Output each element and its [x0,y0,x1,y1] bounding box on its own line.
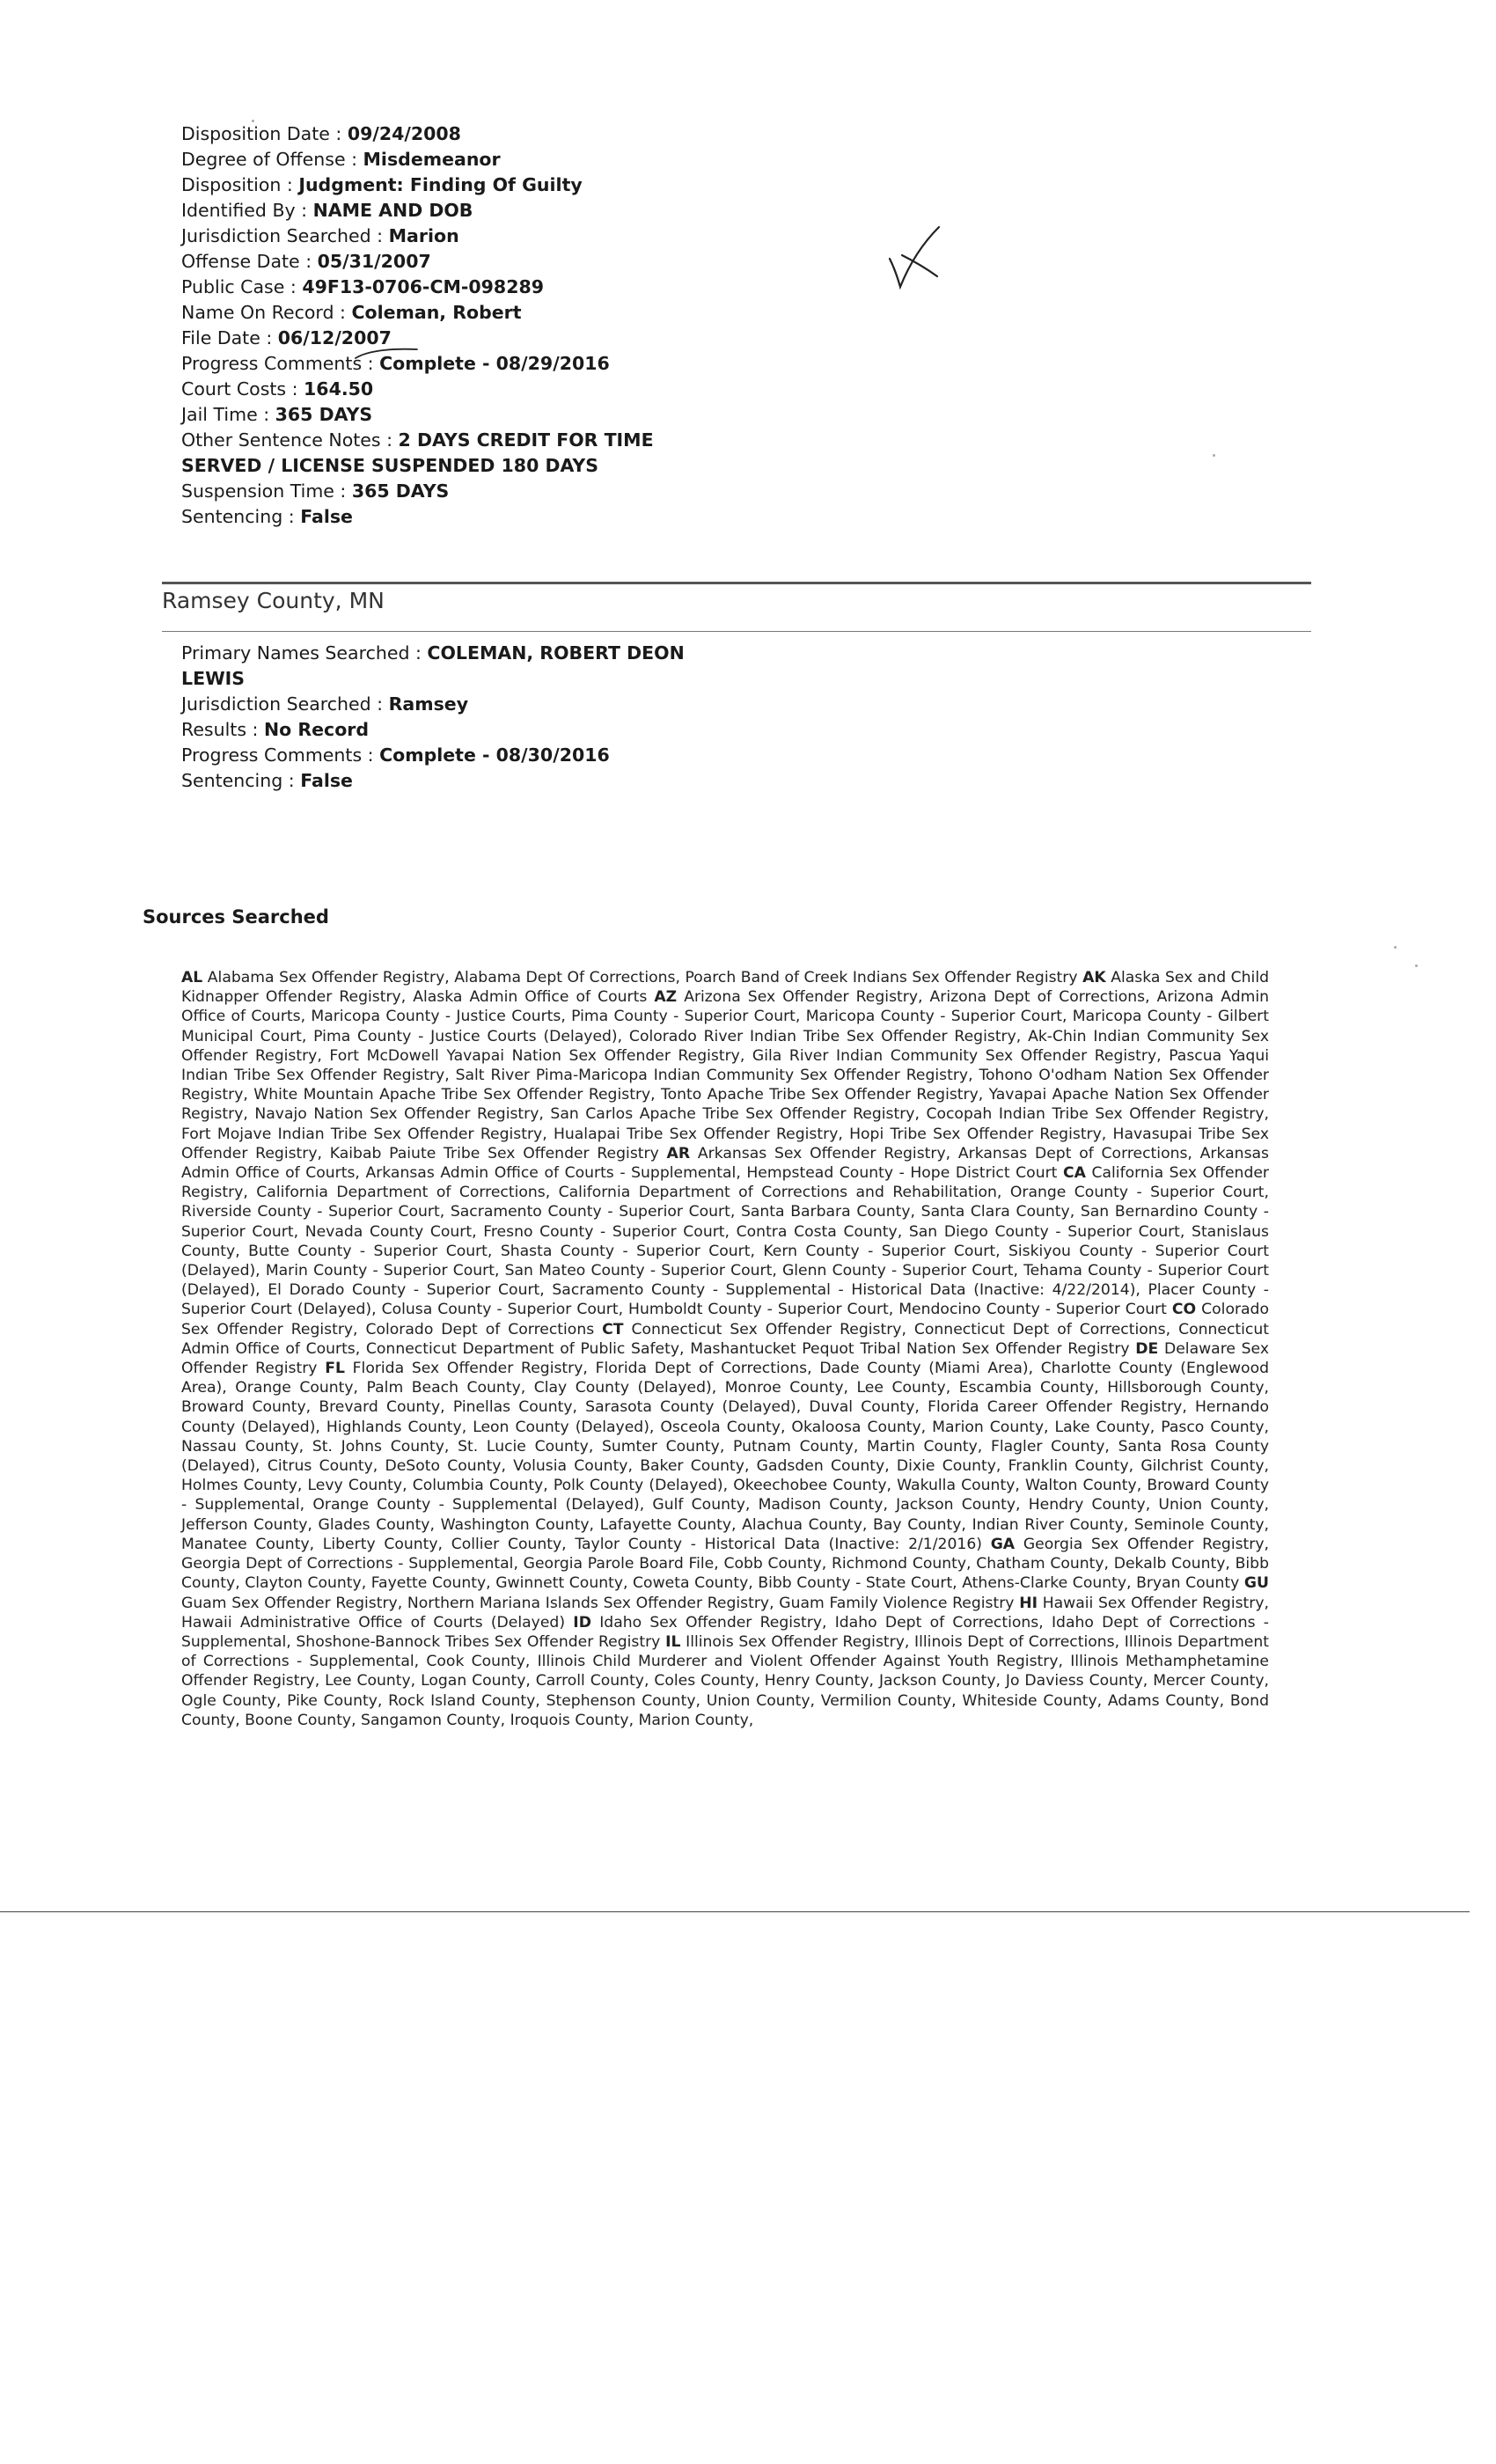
scan-speck [1213,454,1215,457]
record-fields-ramsey [181,641,718,794]
field-file-date: File Date : 06/12/2007 [181,327,392,348]
county-header-ramsey: Ramsey County, MN [162,588,385,613]
record-fields-marion [181,121,718,530]
field-sentencing: Sentencing : False [181,770,353,791]
state-sources: Alabama Sex Offender Registry, Alabama Dept Of Corrections, Poarch Band of Creek Indians Sex Offender Registry [207,969,1078,986]
state-sources: Connecticut Sex Offender Registry, Connecticut Dept of Corrections, Connecticut Admin Office of Courts, Connecticut Department of Public Safety, Mashantucket Pequot Tribal Nation Sex Offender Registry [181,1320,1270,1358]
field-degree-of-offense: Degree of Offense : Misdemeanor [181,149,501,170]
state-sources: Florida Sex Offender Registry, Florida Dept of Corrections, Dade County (Miami Area), Charlotte County (Englewood Area), Orange County, Palm Beach County, Clay County (Delayed), Monroe County, Lee County, Escambia County, Hillsborough County, Broward County, Brevard County, Pinellas County, Sarasota County (Delayed), Duval County, Florida Career Offender Registry, Hernando County (Delayed), Highlands County, Leon County (Delayed), Osceola County, Okaloosa County, Marion County, Lake County, Pasco County, Nassau County, St. Johns County, St. Lucie County, Sumter County, Putnam County, Martin County, Flagler County, Santa Rosa County (Delayed), Citrus County, DeSoto County, Volusia County, Baker County, Gadsden County, Dixie County, Franklin County, Gilchrist County, Holmes County, Levy County, Columbia County, Polk County (Delayed), Okeechobee County, Wakulla County, Walton County, Broward County - Supplemental, Orange County - Supplemental (Delayed), Gulf County, Madison County, Jackson County, Hendry County, Union County, Jefferson County, Glades County, Washington County, Lafayette County, Alachua County, Bay County, Indian River County, Seminole County, Manatee County, Liberty County, Collier County, Taylor County - Historical Data (Inactive: 2/1/2016) [181,1360,1269,1553]
field-suspension-time: Suspension Time : 365 DAYS [181,480,450,502]
field-progress-comments: Progress Comments : Complete - 08/29/2016 [181,353,610,374]
field-identified-by: Identified By : NAME AND DOB [181,200,473,221]
state-code: CA [1062,1164,1086,1183]
sources-searched-list [181,968,1269,1730]
state-sources: Illinois Sex Offender Registry, Illinois Dept of Corrections, Illinois Department of Corrections - Supplemental, Cook County, Illinois Child Murderer and Violent Offender Against Youth Registry, Illinois Methamphetamine Offender Registry, Lee County, Logan County, Carroll County, Coles County, Henry County, Jackson County, Jo Daviess County, Mercer County, Ogle County, Pike County, Rock Island County, Stephenson County, Union County, Vermilion County, Whiteside County, Adams County, Bond County, Boone County, Sangamon County, Iroquois County, Marion County, [181,1632,1270,1729]
field-disposition: Disposition : Judgment: Finding Of Guilty [181,174,583,195]
sources-searched-heading: Sources Searched [143,906,329,928]
field-other-sentence-notes: Other Sentence Notes : 2 DAYS CREDIT FOR TIME SERVED / LICENSE SUSPENDED 180 DAYS [181,429,654,476]
state-code: AZ [654,988,678,1007]
handwritten-underline-mark [352,346,422,365]
state-sources: California Sex Offender Registry, California Department of Corrections, California Department of Corrections and Rehabilitation, Orange County - Superior Court, Riverside County - Superior Court, Sacramento County - Superior Court, Santa Barbara County, Santa Clara County, San Bernardino County - Superior Court, Nevada County Court, Fresno County - Superior Court, Contra Costa County, San Diego County - Superior Court, Stanislaus County, Butte County - Superior Court, Shasta County - Superior Court, Kern County - Superior Court, Siskiyou County - Superior Court (Delayed), Marin County - Superior Court, San Mateo County - Superior Court, Glenn County - Superior Court, Tehama County - Superior Court (Delayed), El Dorado County - Superior Court, Sacramento County - Supplemental - Historical Data (Inactive: 4/22/2014), Placer County - Superior Court (Delayed), Colusa County - Superior Court, Humboldt County - Superior Court, Mendocino County - Superior Court [181,1164,1269,1319]
field-results: Results : No Record [181,719,370,740]
state-sources: Arizona Sex Offender Registry, Arizona Dept of Corrections, Arizona Admin Office of Courts, Maricopa County - Justice Courts, Pima County - Superior Court, Maricopa County - Superior Court, Maricopa County - Gilbert Municipal Court, Pima County - Justice Courts (Delayed), Colorado River Indian Tribe Sex Offender Registry, Ak-Chin Indian Community Sex Offender Registry, Fort McDowell Yavapai Nation Sex Offender Registry, Gila River Indian Community Sex Offender Registry, Pascua Yaqui Indian Tribe Sex Offender Registry, Salt River Pima-Maricopa Indian Community Sex Offender Registry, Tohono O'odham Nation Sex Offender Registry, White Mountain Apache Tribe Sex Offender Registry, Tonto Apache Tribe Sex Offender Registry, Yavapai Apache Nation Sex Offender Registry, Navajo Nation Sex Offender Registry, San Carlos Apache Tribe Sex Offender Registry, Cocopah Indian Tribe Sex Offender Registry, Fort Mojave Indian Tribe Sex Offender Registry, Hualapai Tribe Sex Offender Registry, Hopi Tribe Sex Offender Registry, Havasupai Tribe Sex Offender Registry, Kaibab Paiute Tribe Sex Offender Registry [181,988,1270,1162]
state-code: FL [325,1360,345,1378]
field-jurisdiction-searched: Jurisdiction Searched : Ramsey [181,693,469,715]
section-divider [162,582,1311,584]
field-public-case: Public Case : 49F13-0706-CM-098289 [181,276,544,297]
state-sources: Arkansas Sex Offender Registry, Arkansas Dept of Corrections, Arkansas Admin Office of Courts, Arkansas Admin Office of Courts - Supplemental, Hempstead County - Hope District Court [181,1144,1270,1183]
state-code: ID [573,1613,591,1632]
state-code: CT [602,1320,624,1338]
state-code: CO [1171,1301,1197,1319]
state-code: AL [181,969,203,986]
section-divider-thin [162,631,1311,632]
field-jail-time: Jail Time : 365 DAYS [181,404,373,425]
field-progress-comments: Progress Comments : Complete - 08/30/2016 [181,744,610,766]
field-name-on-record: Name On Record : Coleman, Robert [181,302,522,323]
field-primary-names-searched: Primary Names Searched : COLEMAN, ROBERT DEON LEWIS [181,642,685,689]
scan-speck [1394,946,1397,949]
field-sentencing: Sentencing : False [181,506,353,527]
state-sources: Delaware Sex Offender Registry [181,1339,1270,1378]
state-code: AR [666,1144,691,1162]
field-offense-date: Offense Date : 05/31/2007 [181,251,431,272]
field-court-costs: Court Costs : 164.50 [181,378,374,400]
scan-speck [252,120,254,122]
state-code: GU [1243,1574,1269,1593]
scan-speck [1415,964,1418,967]
handwritten-check-mark [884,220,946,290]
state-sources: Alaska Sex and Child Kidnapper Offender Registry, Alaska Admin Office of Courts [181,969,1270,1007]
state-code: IL [665,1632,681,1651]
state-sources: Idaho Sex Offender Registry, Idaho Dept of Corrections, Idaho Dept of Corrections - Supplemental, Shoshone-Bannock Tribes Sex Offender Registry [181,1613,1269,1651]
state-code: AK [1082,969,1106,986]
field-disposition-date: Disposition Date : 09/24/2008 [181,123,461,144]
state-code: GA [990,1535,1016,1553]
field-jurisdiction-searched: Jurisdiction Searched : Marion [181,225,459,246]
state-sources: Colorado Sex Offender Registry, Colorado Dept of Corrections [181,1301,1269,1338]
state-sources: Hawaii Sex Offender Registry, Hawaii Administrative Office of Courts (Delayed) [181,1594,1269,1632]
state-sources: Guam Sex Offender Registry, Northern Mariana Islands Sex Offender Registry, Guam Family Violence Registry [181,1594,1015,1612]
state-code: DE [1135,1339,1159,1358]
page-bottom-rule [0,1911,1470,1912]
state-sources: Georgia Sex Offender Registry, Georgia Dept of Corrections - Supplemental, Georgia Parole Board File, Cobb County, Richmond County, Chatham County, Dekalb County, Bibb County, Clayton County, Fayette County, Gwinnett County, Coweta County, Bibb County - State Court, Athens-Clarke County, Bryan County [181,1535,1269,1593]
state-code: HI [1019,1594,1038,1612]
